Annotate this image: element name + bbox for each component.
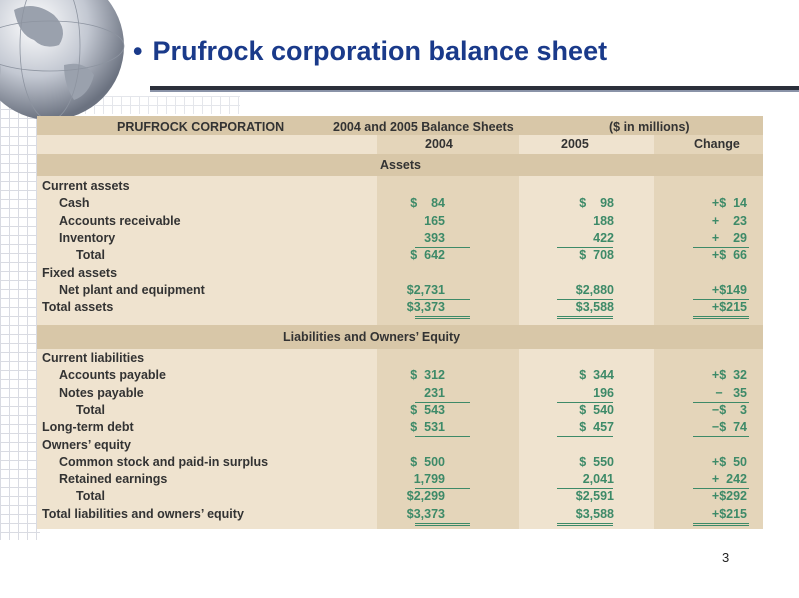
slide-title [133, 36, 607, 67]
row-label: Retained earnings [59, 472, 168, 487]
row-label: Owners’ equity [42, 437, 131, 452]
row-label: Long-term debt [42, 420, 134, 435]
table-row [37, 507, 763, 524]
total-underline [693, 318, 749, 319]
total-underline [415, 523, 470, 524]
table-subtitle: 2004 and 2005 Balance Sheets [333, 120, 514, 134]
table-row [37, 403, 763, 420]
column-header-2005: 2005 [561, 137, 589, 151]
total-underline [693, 523, 749, 524]
decorative-grid [0, 100, 40, 540]
value-2004: $ 312 [410, 368, 445, 383]
value-2005: $ 540 [579, 402, 614, 417]
value-2005: 2,041 [582, 472, 614, 487]
value-2005: $2,880 [575, 282, 614, 297]
total-underline [557, 523, 613, 524]
table-row [37, 283, 763, 300]
value-change: + 23 [711, 213, 747, 228]
row-label: Inventory [59, 230, 116, 245]
column-header-2004: 2004 [425, 137, 453, 151]
page-number: 3 [722, 550, 730, 565]
total-underline [557, 318, 613, 319]
value-2005: $2,591 [575, 489, 614, 504]
value-2004: 231 [424, 385, 445, 400]
balance-sheet-table [37, 116, 763, 529]
table-row [37, 386, 763, 403]
table-row [37, 179, 763, 196]
value-change: +$215 [711, 506, 747, 521]
table-row [37, 351, 763, 368]
value-2005: $ 550 [579, 454, 614, 469]
value-change: + 242 [711, 472, 747, 487]
value-2005: 196 [593, 385, 614, 400]
column-header-change: Change [694, 137, 740, 151]
table-row [37, 231, 763, 248]
table-row [37, 455, 763, 472]
globe-icon [0, 0, 126, 122]
value-2004: $ 500 [410, 454, 445, 469]
title-bullet: • [133, 36, 143, 66]
value-2004: $ 642 [410, 248, 445, 263]
total-underline [557, 316, 613, 317]
value-2004: 165 [424, 213, 445, 228]
company-name: PRUFROCK CORPORATION [117, 120, 285, 134]
value-2005: $ 344 [579, 368, 614, 383]
table-row [37, 420, 763, 437]
table-units: ($ in millions) [609, 120, 690, 134]
table-row [37, 248, 763, 265]
title-rule-shadow [150, 90, 799, 92]
value-change: −$ 74 [711, 420, 747, 435]
table-row [37, 266, 763, 283]
value-change: +$ 14 [711, 196, 747, 211]
row-label: Fixed assets [42, 265, 118, 280]
value-2004: $ 531 [410, 420, 445, 435]
total-underline [693, 525, 749, 526]
row-label: Total [76, 402, 105, 417]
value-2004: $2,731 [406, 282, 445, 297]
slide-title-text: Prufrock corporation balance sheet [152, 36, 608, 66]
row-label: Common stock and paid-in surplus [59, 454, 269, 469]
value-2004: 1,799 [413, 472, 445, 487]
table-row [37, 489, 763, 506]
value-2005: 188 [593, 213, 614, 228]
total-underline [415, 318, 470, 319]
row-label: Notes payable [59, 385, 144, 400]
table-row [37, 196, 763, 213]
total-underline [693, 316, 749, 317]
row-label: Current liabilities [42, 351, 145, 365]
value-change: +$215 [711, 300, 747, 315]
row-label: Cash [59, 196, 90, 211]
value-2005: $3,588 [575, 506, 614, 521]
value-change: +$149 [711, 282, 747, 297]
value-2004: $3,373 [406, 300, 445, 315]
row-label: Total [76, 248, 105, 263]
total-underline [415, 316, 470, 317]
value-2005: 422 [593, 230, 614, 245]
value-2004: $ 543 [410, 402, 445, 417]
total-underline [415, 525, 470, 526]
value-change: − 35 [715, 385, 747, 400]
row-label: Net plant and equipment [59, 282, 205, 297]
row-label: Total liabilities and owners’ equity [42, 506, 244, 521]
row-label: Total assets [42, 300, 114, 315]
table-row [37, 300, 763, 317]
value-2004: $3,373 [406, 506, 445, 521]
table-row [37, 368, 763, 385]
value-change: +$ 50 [711, 454, 747, 469]
value-change: +$ 66 [711, 248, 747, 263]
table-row [37, 214, 763, 231]
value-2005: $3,588 [575, 300, 614, 315]
value-2004: $2,299 [406, 489, 445, 504]
table-row [37, 438, 763, 455]
value-2005: $ 708 [579, 248, 614, 263]
liabilities-heading: Liabilities and Owners’ Equity [283, 330, 461, 344]
total-underline [557, 525, 613, 526]
row-label: Total [76, 489, 105, 504]
value-2004: $ 84 [410, 196, 445, 211]
row-label: Current assets [42, 179, 130, 193]
value-change: + 29 [711, 230, 747, 245]
value-2005: $ 457 [579, 420, 614, 435]
value-2004: 393 [424, 230, 445, 245]
row-label: Accounts payable [59, 368, 166, 383]
table-row [37, 472, 763, 489]
row-label: Accounts receivable [59, 213, 181, 228]
value-change: −$ 3 [711, 402, 747, 417]
value-change: +$ 32 [711, 368, 747, 383]
assets-heading: Assets [380, 158, 421, 172]
value-2005: $ 98 [579, 196, 614, 211]
value-change: +$292 [711, 489, 747, 504]
